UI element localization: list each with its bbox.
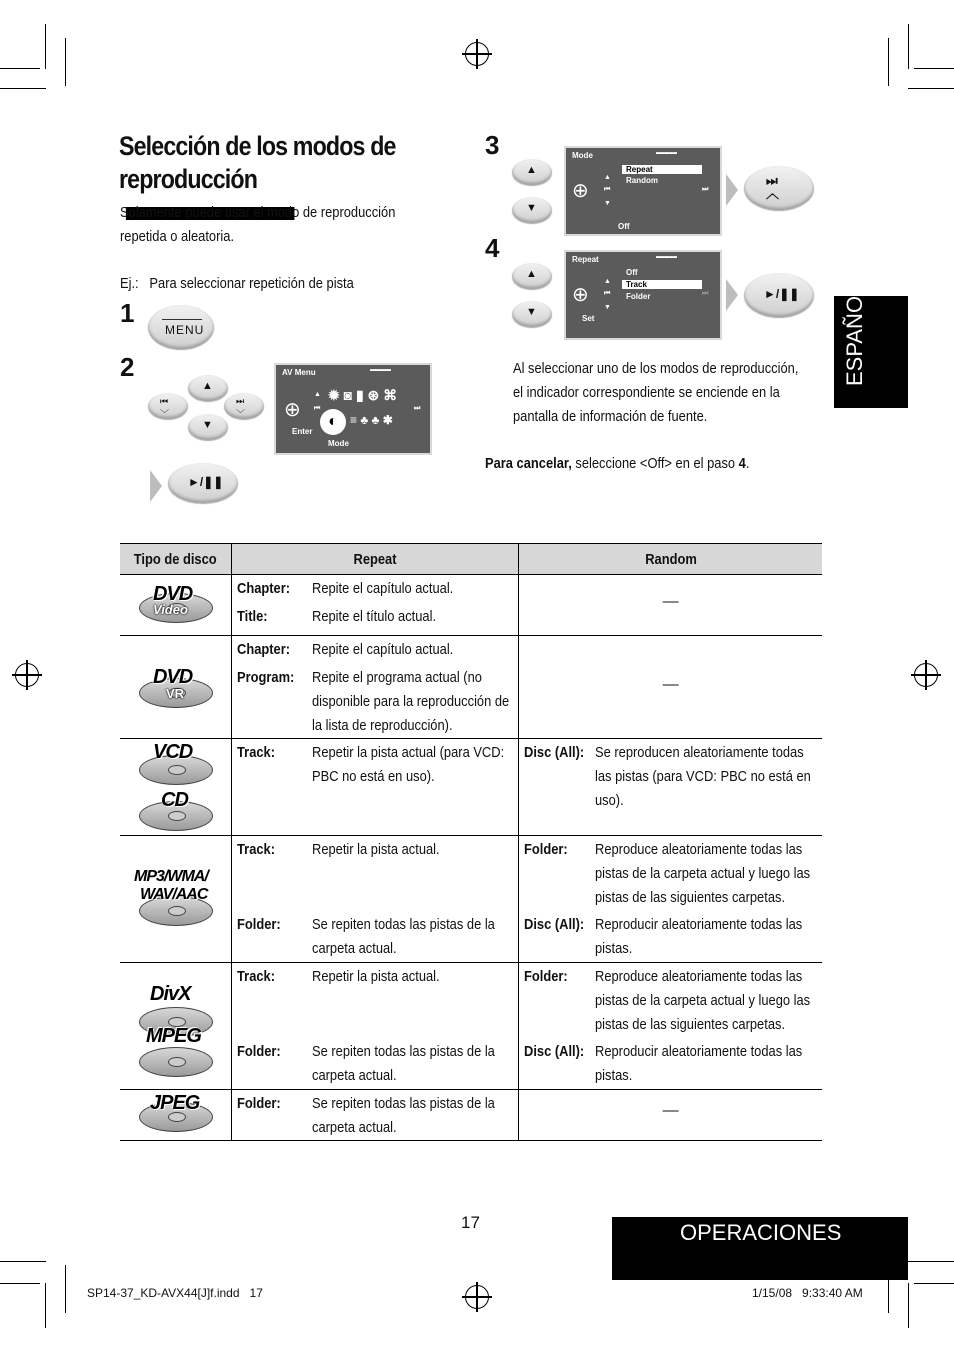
option-off: Off: [626, 268, 638, 277]
table-row: [120, 836, 822, 963]
down-arrow-icon: ▼: [526, 306, 537, 318]
row-key: Folder:: [237, 1043, 282, 1060]
arrow-right-icon: [726, 279, 738, 311]
mp3-logo: MP3/WMA/: [134, 868, 208, 885]
crop-mark: [914, 1283, 954, 1284]
row-value: Se repiten todas las pistas de la carpeta actual.: [312, 1095, 496, 1136]
skip-forward-icon: ⏭: [414, 405, 421, 412]
skip-forward-icon: ⏭: [702, 290, 709, 297]
up-arrow-icon: ▲: [526, 164, 537, 176]
row-key: Folder:: [524, 968, 568, 985]
crop-mark: [908, 88, 954, 89]
down-button[interactable]: [512, 197, 552, 223]
next-button[interactable]: [744, 166, 814, 210]
crop-mark: [45, 24, 46, 69]
set-label: Set: [582, 314, 595, 323]
section-tab: [612, 1217, 908, 1280]
row-value: Repite el capítulo actual.: [312, 580, 454, 597]
av-menu-screen: [274, 363, 432, 455]
play-pause-button[interactable]: [168, 463, 238, 503]
joystick-icon: ⊕: [572, 180, 589, 202]
crop-mark: [908, 24, 909, 69]
row-value: Repetir la pista actual.: [312, 968, 440, 985]
skip-back-icon: ⏮ ﹀: [160, 396, 170, 419]
mode-icon: ◐: [320, 409, 346, 435]
empty-dash: —: [662, 593, 679, 610]
row-key: Folder:: [237, 1095, 282, 1112]
row-value: Repite el título actual.: [312, 608, 437, 625]
jpeg-logo: JPEG: [150, 1092, 200, 1114]
example-line: [120, 272, 354, 296]
up-button[interactable]: [512, 159, 552, 185]
crop-mark: [914, 68, 954, 69]
crop-mark: [0, 88, 46, 89]
cd-logo: CD: [161, 789, 188, 811]
header-repeat: [232, 544, 519, 575]
dvd-logo: DVD: [153, 666, 193, 688]
empty-dash: —: [662, 676, 679, 693]
crop-mark: [65, 1265, 66, 1313]
mpeg-logo: MPEG: [146, 1025, 201, 1047]
wav-logo: WAV/AAC: [140, 886, 208, 903]
skip-forward-icon: ⏭ ︿: [766, 173, 780, 201]
up-arrow-icon: ▲: [604, 278, 611, 285]
row-key: Disc (All):: [524, 744, 585, 761]
example-prefix: Ej.:: [120, 275, 139, 292]
header-random: [519, 544, 822, 575]
page-number: 17: [461, 1213, 480, 1232]
language-tab-label: ESPAÑOL: [842, 283, 867, 386]
crop-mark: [908, 1261, 954, 1262]
row-value: Se repiten todas las pistas de la carpeta actual.: [312, 916, 496, 957]
down-arrow-icon: ▼: [604, 304, 611, 311]
skip-back-icon: ⏮: [604, 186, 611, 193]
row-key: Program:: [237, 669, 295, 686]
cancel-note: [485, 452, 749, 476]
crop-mark: [45, 1283, 46, 1328]
header-disc-type: [120, 544, 232, 575]
row-key: Chapter:: [237, 641, 291, 658]
modes-table: [120, 543, 822, 1141]
option-off: Off: [618, 222, 630, 231]
joystick-icon: ⊕: [572, 284, 589, 306]
joystick-icon: ⊕: [284, 399, 301, 421]
crop-mark: [65, 38, 66, 86]
registration-mark-icon: [465, 42, 489, 66]
down-arrow-icon: ▼: [202, 419, 213, 431]
skip-back-icon: ⏮: [314, 405, 321, 412]
row-value: Repite el capítulo actual.: [312, 641, 454, 658]
up-arrow-icon: ▲: [526, 268, 537, 280]
down-arrow-icon: ▼: [526, 202, 537, 214]
intro-text: Solamente puede usar el modo de reproducción repetida o aleatoria.: [120, 204, 396, 245]
video-logo: Video: [153, 602, 188, 617]
row-key: Folder:: [524, 841, 568, 858]
registration-mark-icon: [465, 1285, 489, 1309]
mode-label: Mode: [328, 439, 349, 448]
up-button[interactable]: [512, 263, 552, 289]
row-value: Se reproducen aleatoriamente todas las pistas (para VCD: PBC no está en uso).: [595, 744, 812, 809]
step-number: 4: [485, 233, 500, 263]
play-pause-button[interactable]: [744, 273, 814, 317]
play-pause-icon: ►/❚❚: [188, 475, 224, 489]
vcd-logo: VCD: [153, 741, 193, 763]
up-button[interactable]: [188, 375, 228, 401]
row-key: Title:: [237, 608, 268, 625]
next-button[interactable]: [224, 393, 264, 419]
screen-title: AV Menu: [282, 368, 316, 377]
enter-label: Enter: [292, 427, 313, 436]
more-icons: ≡ ♣ ♣ ✱: [350, 413, 393, 427]
header-label: Random: [644, 550, 697, 568]
up-arrow-icon: ▲: [202, 380, 213, 392]
vr-logo: VR: [166, 686, 185, 701]
row-value: Reproduce aleatoriamente todas las pistas de la carpeta actual y luego las pistas de las siguientes carpetas.: [595, 841, 811, 906]
skip-back-icon: ⏮: [604, 290, 611, 297]
row-value: Reproducir aleatoriamente todas las pistas.: [595, 1043, 803, 1084]
selected-option: Repeat: [622, 165, 702, 174]
down-button[interactable]: [188, 414, 228, 440]
row-key: Track:: [237, 841, 276, 858]
prev-button[interactable]: [148, 393, 188, 419]
footer-file: SP14-37_KD-AVX44[J]f.indd 17: [87, 1286, 263, 1300]
menu-button-label: MENU: [165, 323, 205, 337]
step-number: 1: [120, 298, 135, 328]
row-key: Disc (All):: [524, 916, 585, 933]
selected-option: Track: [622, 280, 702, 289]
empty-dash: —: [662, 1102, 679, 1119]
row-value: Repetir la pista actual.: [312, 841, 440, 858]
disc-icon: [139, 1047, 213, 1077]
step-number: 2: [120, 352, 135, 382]
cancel-step: 4: [738, 455, 746, 472]
registration-mark-icon: [15, 663, 39, 687]
row-value: Repetir la pista actual (para VCD: PBC no está en uso).: [312, 744, 505, 785]
description-text: Al seleccionar uno de los modos de reproducción, el indicador correspondiente se enciende en la pantalla de información de fuente.: [513, 360, 799, 425]
cancel-end: .: [745, 455, 750, 472]
row-key: Track:: [237, 968, 276, 985]
table-row: [120, 739, 822, 836]
skip-forward-icon: ⏭: [702, 186, 709, 193]
row-key: Track:: [237, 744, 276, 761]
screen-title: Repeat: [572, 255, 599, 264]
cancel-label: Para cancelar,: [485, 455, 572, 472]
mode-screen: [564, 146, 722, 236]
down-arrow-icon: ▼: [604, 200, 611, 207]
repeat-screen: [564, 250, 722, 340]
arrow-right-icon: [150, 470, 162, 502]
footer-date: 1/15/08 9:33:40 AM: [752, 1286, 863, 1300]
arrow-right-icon: [726, 174, 738, 206]
table-row: [120, 963, 822, 1090]
settings-icons: ✹ ◙ ▮ ⊛ ⌘: [328, 387, 398, 403]
row-value: Reproduce aleatoriamente todas las pistas de la carpeta actual y luego las pistas de las siguientes carpetas.: [595, 968, 811, 1033]
language-tab: [834, 283, 908, 408]
option-random: Random: [626, 176, 658, 185]
menu-button[interactable]: [148, 305, 214, 349]
up-arrow-icon: ▲: [314, 391, 321, 398]
cancel-text: seleccione <Off> en el paso: [575, 455, 736, 472]
crop-mark: [0, 68, 40, 69]
row-key: Disc (All):: [524, 1043, 585, 1060]
signal-icon: ▬▬▬▬: [370, 367, 390, 373]
screen-title: Mode: [572, 151, 593, 160]
option-folder: Folder: [626, 292, 651, 301]
dvd-logo: DVD: [153, 583, 193, 605]
table-row: [120, 1090, 822, 1141]
table-row: [120, 636, 822, 739]
crop-mark: [0, 1283, 40, 1284]
skip-forward-icon: ⏭ ﹀: [236, 396, 246, 419]
row-value: Repite el programa actual (no disponible para la reproducción de la lista de reproducción).: [312, 669, 510, 734]
crop-mark: [908, 1283, 909, 1328]
title-line-1: Selección de los modos de: [119, 131, 396, 161]
title-line-2: reproducción: [119, 164, 258, 194]
header-label: Repeat: [353, 550, 397, 568]
row-key: Folder:: [237, 916, 282, 933]
crop-mark: [888, 38, 889, 86]
down-button[interactable]: [512, 301, 552, 327]
up-arrow-icon: ▲: [604, 174, 611, 181]
step-number: 3: [485, 130, 500, 160]
registration-mark-icon: [914, 663, 938, 687]
play-pause-icon: ►/❚❚: [764, 287, 800, 301]
row-key: Chapter:: [237, 580, 291, 597]
crop-mark: [0, 1261, 46, 1262]
signal-icon: ▬▬▬▬: [656, 150, 676, 156]
signal-icon: ▬▬▬▬: [656, 254, 676, 260]
section-tab-label: OPERACIONES: [680, 1220, 842, 1245]
header-label: Tipo de disco: [134, 550, 218, 568]
row-value: Reproducir aleatoriamente todas las pistas.: [595, 916, 803, 957]
example-text: Para seleccionar repetición de pista: [149, 275, 354, 292]
row-value: Se repiten todas las pistas de la carpeta actual.: [312, 1043, 496, 1084]
table-row: [120, 575, 822, 636]
divx-logo: DivX: [150, 983, 191, 1005]
